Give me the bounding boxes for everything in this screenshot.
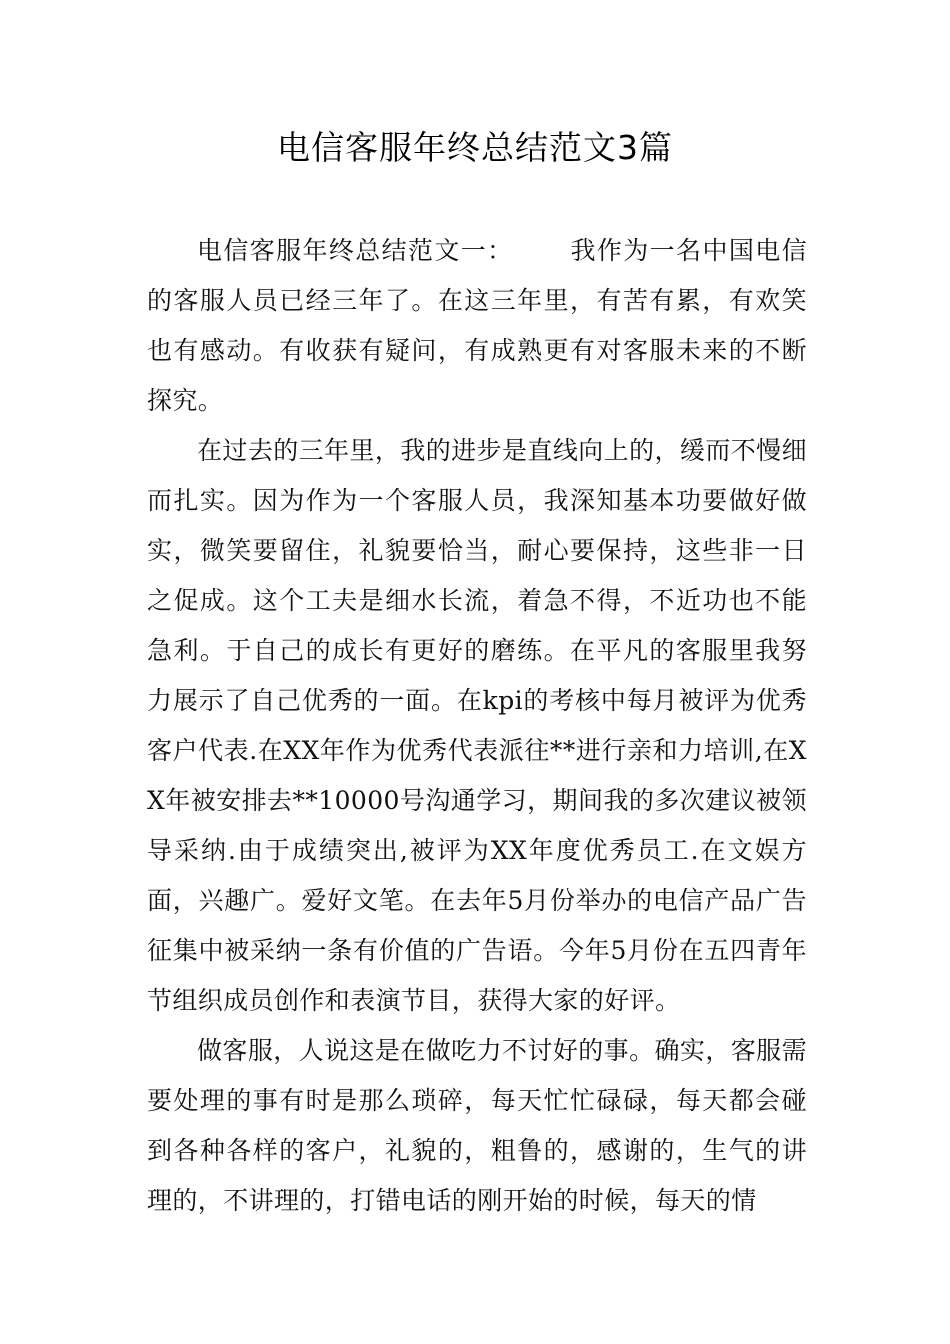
paragraph-1 [147,226,807,426]
document-title: 电信客服年终总结范文3篇 [277,128,673,167]
paragraph-3: 做客服，人说这是在做吃力不讨好的事。确实，客服需要处理的事有时是那么琐碎，每天忙忙碌碌，每天都会碰到各种各样的客户，礼貌的，粗鲁的，感谢的，生气的讲理的，不讲理的，打错电话的刚开始的时候，每天的情 [147,1036,807,1215]
paragraph-1-text: 我作为一名中国电信的客服人员已经三年了。在这三年里，有苦有累，有欢笑也有感动。有收获有疑问，有成熟更有对客服未来的不断探究。 [147,236,807,415]
intro-label: 电信客服年终总结范文一： [197,236,514,265]
paragraph-2: 在过去的三年里，我的进步是直线向上的，缓而不慢细而扎实。因为作为一个客服人员，我深知基本功要做好做实，微笑要留住，礼貌要恰当，耐心要保持，这些非一日之促成。这个工夫是细水长流，着急不得，不近功也不能急利。于自己的成长有更好的磨练。在平凡的客服里我努力展示了自己优秀的一面。在kpi的考核中每月被评为优秀客户代表.在XX年作为优秀代表派往**进行亲和力培训,在XX年被安排去**10000号沟通学习，期间我的多次建议被领导采纳.由于成绩突出,被评为XX年度优秀员工.在文娱方面，兴趣广。爱好文笔。在去年5月份举办的电信产品广告征集中被采纳一条有价值的广告语。今年5月份在五四青年节组织成员创作和表演节目，获得大家的好评。 [147,436,807,1015]
document-body [147,226,807,1226]
